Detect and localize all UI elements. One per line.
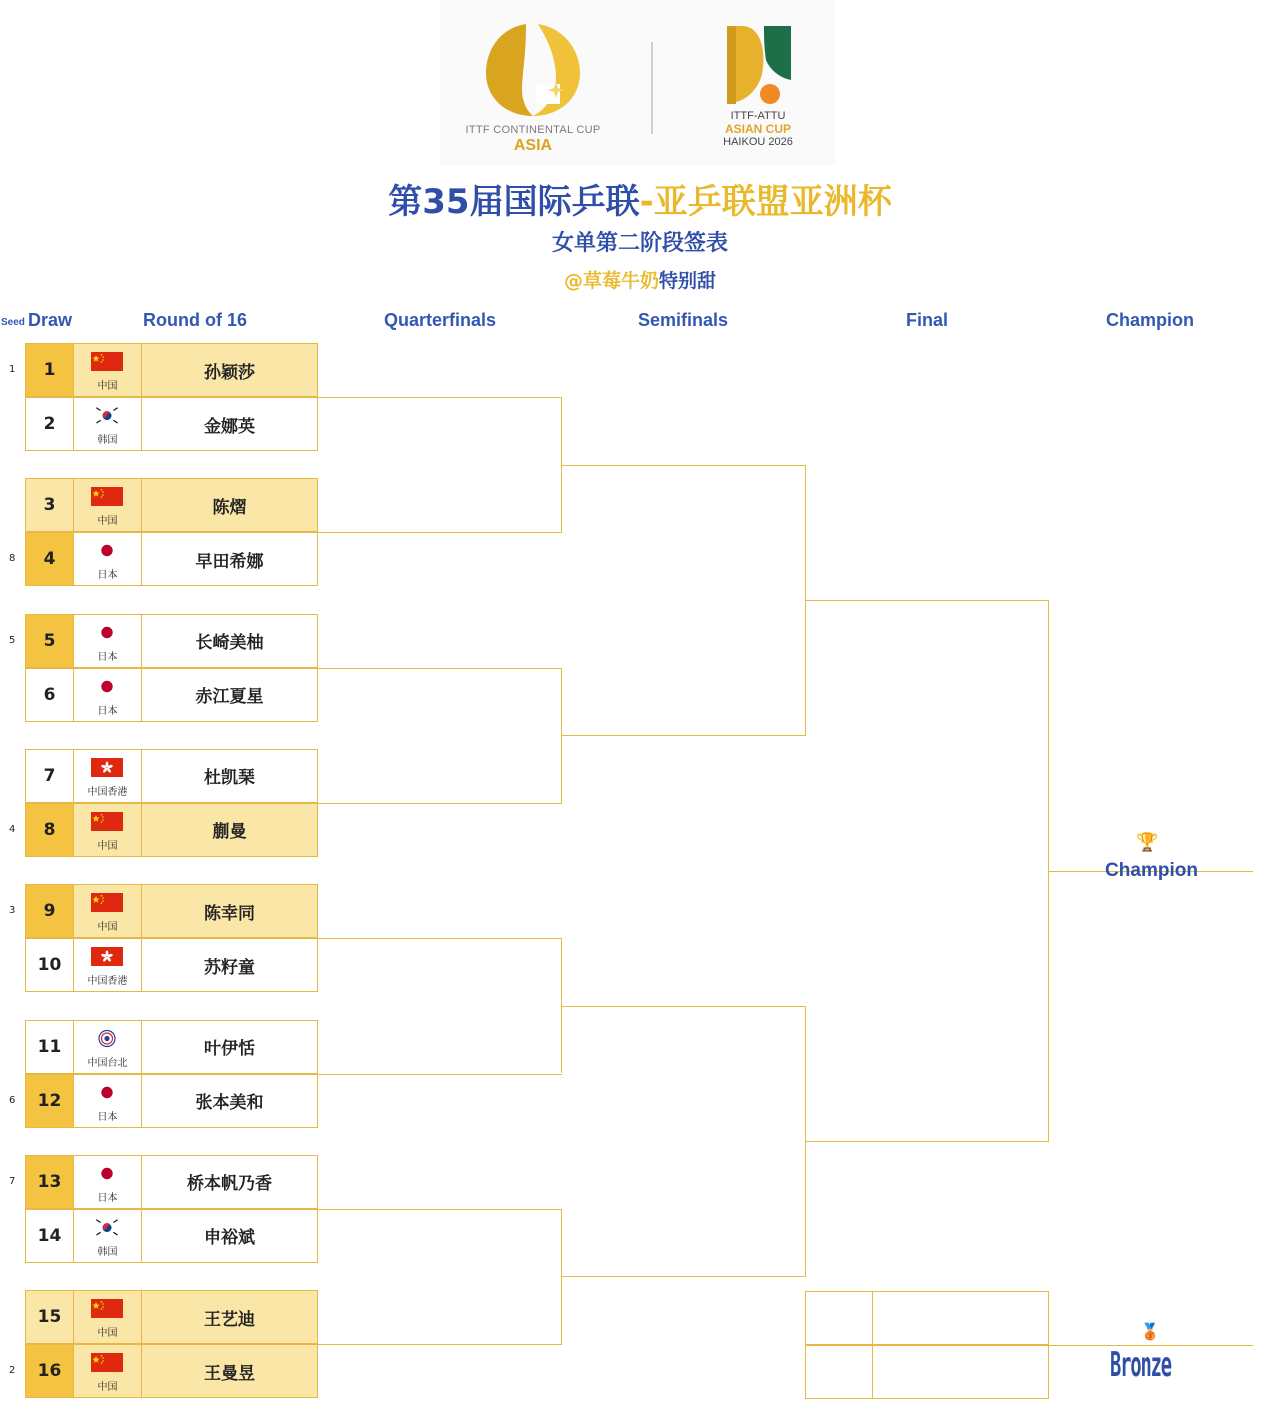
page-subtitle: 女单第二阶段签表 — [551, 231, 728, 256]
seed-number: 7 — [9, 1175, 16, 1187]
draw-entry — [25, 614, 318, 668]
draw-number: 1 — [26, 344, 74, 396]
right-logo-line1: ITTF-ATTU — [730, 110, 786, 122]
player-name: 早田希娜 — [195, 551, 264, 572]
draw-number: 12 — [26, 1075, 74, 1127]
bracket-connector — [318, 938, 562, 939]
round16-column-header: Round of 16 — [143, 310, 247, 330]
draw-entry — [25, 1020, 318, 1074]
country-cell — [74, 750, 142, 802]
country-cell — [74, 479, 142, 531]
country-cell — [74, 344, 142, 396]
country-name: 中国 — [97, 381, 118, 392]
draw-entry — [25, 1209, 318, 1263]
country-cell — [74, 1075, 142, 1127]
draw-entry — [25, 1155, 318, 1209]
country-cell — [74, 669, 142, 721]
china-flag-icon — [91, 1353, 123, 1372]
title-part-blue: 第35届国际乒联 — [388, 182, 640, 222]
player-name: 陈幸同 — [204, 903, 255, 924]
author-handle — [0, 266, 1280, 293]
china-flag-icon — [91, 352, 123, 371]
bracket-connector — [562, 465, 806, 466]
bracket-connector — [318, 1209, 562, 1210]
seed-number: 2 — [9, 1365, 16, 1377]
draw-entry — [25, 397, 318, 451]
player-name: 苏籽童 — [204, 957, 255, 978]
korea-flag-icon — [91, 1218, 123, 1237]
country-cell — [74, 804, 142, 856]
champion-label: Champion — [1105, 860, 1198, 881]
bronze-label: Bronze — [1110, 1345, 1171, 1385]
title-part-gold: -亚乒联盟亚洲杯 — [639, 182, 892, 222]
country-cell — [74, 1291, 142, 1343]
korea-flag-icon — [91, 406, 123, 425]
draw-number: 4 — [26, 533, 74, 585]
country-cell — [74, 533, 142, 585]
bracket-connector — [318, 1344, 562, 1345]
player-name: 王艺迪 — [204, 1309, 255, 1330]
player-name: 申裕斌 — [204, 1228, 255, 1249]
player-name: 张本美和 — [195, 1093, 264, 1113]
country-cell — [74, 885, 142, 937]
semifinals-column-header: Semifinals — [637, 310, 729, 330]
player-name: 叶伊恬 — [204, 1039, 255, 1059]
player-name: 王曼昱 — [204, 1363, 255, 1384]
country-cell — [74, 398, 142, 450]
bracket-connector — [318, 397, 562, 398]
country-name: 中国 — [97, 840, 118, 852]
right-logo-line2: ASIAN CUP — [724, 121, 791, 136]
seed-number: 5 — [9, 634, 16, 646]
china-flag-icon — [91, 487, 123, 506]
country-name: 中国台北 — [87, 1057, 128, 1069]
bracket-connector — [806, 1141, 1049, 1142]
country-cell — [74, 1156, 142, 1208]
draw-entry — [25, 668, 318, 722]
seed-number: 8 — [9, 553, 16, 565]
country-name: 中国香港 — [87, 786, 128, 798]
draw-number: 10 — [26, 939, 74, 991]
japan-flag-icon — [91, 1164, 123, 1183]
draw-entry — [25, 803, 318, 857]
champion-column-header: Champion — [1106, 310, 1194, 330]
right-logo-line3: HAIKOU 2026 — [723, 136, 793, 149]
bracket-connector — [562, 1006, 806, 1007]
country-name: 日本 — [97, 651, 118, 663]
bracket-connector — [318, 1074, 562, 1075]
japan-flag-icon — [91, 677, 123, 696]
draw-entry — [25, 1074, 318, 1128]
seed-number: 1 — [9, 364, 16, 375]
left-logo-line2: ASIA — [513, 136, 553, 154]
draw-number: 3 — [26, 479, 74, 531]
draw-entry — [25, 1344, 318, 1398]
player-name: 蒯曼 — [212, 822, 247, 843]
country-name: 日本 — [97, 1192, 118, 1204]
left-logo-line1: ITTF CONTINENTAL CUP — [465, 124, 601, 136]
country-name: 中国 — [97, 1328, 118, 1340]
asian-cup-logo — [722, 24, 794, 108]
country-name: 日本 — [97, 570, 118, 582]
draw-number: 11 — [26, 1021, 74, 1073]
player-name: 孙颖莎 — [204, 362, 255, 383]
player-name: 金娜英 — [204, 416, 255, 437]
hongkong-flag-icon — [91, 947, 123, 966]
bracket-connector — [562, 1276, 806, 1277]
ittf-continental-cup-logo — [478, 18, 588, 123]
draw-entry — [25, 938, 318, 992]
handle-part-blue: 特别甜 — [659, 270, 717, 292]
draw-number: 13 — [26, 1156, 74, 1208]
hongkong-flag-icon — [91, 758, 123, 777]
japan-flag-icon — [91, 541, 123, 560]
draw-entry — [25, 884, 318, 938]
bronze-medal-icon: 🥉 — [1140, 1322, 1160, 1341]
page-title — [0, 174, 1280, 223]
draw-number: 7 — [26, 750, 74, 802]
draw-entry — [25, 749, 318, 803]
draw-number: 8 — [26, 804, 74, 856]
player-name: 长崎美柚 — [195, 633, 264, 654]
country-name: 中国 — [97, 1382, 118, 1394]
bracket-connector — [318, 668, 562, 669]
country-cell — [74, 1021, 142, 1073]
china-flag-icon — [91, 893, 123, 912]
trophy-icon: 🏆 — [1136, 832, 1159, 853]
chinese-taipei-flag-icon — [91, 1029, 123, 1048]
draw-entry — [25, 1290, 318, 1344]
country-name: 韩国 — [97, 1246, 118, 1258]
bracket-connector — [318, 532, 562, 533]
japan-flag-icon — [91, 623, 123, 642]
draw-number: 5 — [26, 615, 74, 667]
country-name: 日本 — [97, 705, 118, 717]
country-name: 中国 — [97, 922, 118, 934]
country-cell — [74, 939, 142, 991]
draw-number: 14 — [26, 1210, 74, 1262]
logo-divider — [651, 42, 653, 134]
draw-number: 16 — [26, 1345, 74, 1397]
seed-column-header: Seed — [1, 317, 25, 328]
country-cell — [74, 615, 142, 667]
draw-column-header: Draw — [28, 310, 73, 330]
draw-number: 6 — [26, 669, 74, 721]
japan-flag-icon — [91, 1083, 123, 1102]
bracket-connector — [562, 735, 806, 736]
bronze-name-cell-2 — [872, 1345, 1049, 1399]
bronze-draw-cell-2 — [805, 1345, 873, 1399]
player-name: 杜凯琹 — [204, 768, 255, 789]
player-name: 桥本帆乃香 — [187, 1174, 272, 1195]
player-name: 赤江夏星 — [195, 687, 264, 708]
draw-number: 9 — [26, 885, 74, 937]
country-name: 韩国 — [97, 435, 118, 446]
country-cell — [74, 1345, 142, 1397]
bracket-connector — [806, 600, 1049, 601]
country-cell — [74, 1210, 142, 1262]
seed-number: 6 — [9, 1094, 16, 1106]
seed-number: 4 — [9, 823, 16, 835]
final-column-header: Final — [905, 310, 948, 330]
china-flag-icon — [91, 812, 123, 831]
china-flag-icon — [91, 1299, 123, 1318]
bronze-name-cell-1 — [872, 1291, 1049, 1345]
country-name: 日本 — [97, 1111, 118, 1123]
handle-part-gold: @草莓牛奶 — [563, 270, 659, 292]
draw-number: 15 — [26, 1291, 74, 1343]
bracket-connector — [318, 803, 562, 804]
quarterfinals-column-header: Quarterfinals — [383, 310, 497, 330]
country-name: 中国香港 — [87, 976, 128, 988]
draw-entry — [25, 478, 318, 532]
draw-entry — [25, 532, 318, 586]
draw-entry — [25, 343, 318, 397]
seed-number: 3 — [9, 905, 16, 917]
draw-number: 2 — [26, 398, 74, 450]
bronze-draw-cell-1 — [805, 1291, 873, 1345]
player-name: 陈熠 — [212, 497, 247, 518]
country-name: 中国 — [97, 516, 118, 528]
